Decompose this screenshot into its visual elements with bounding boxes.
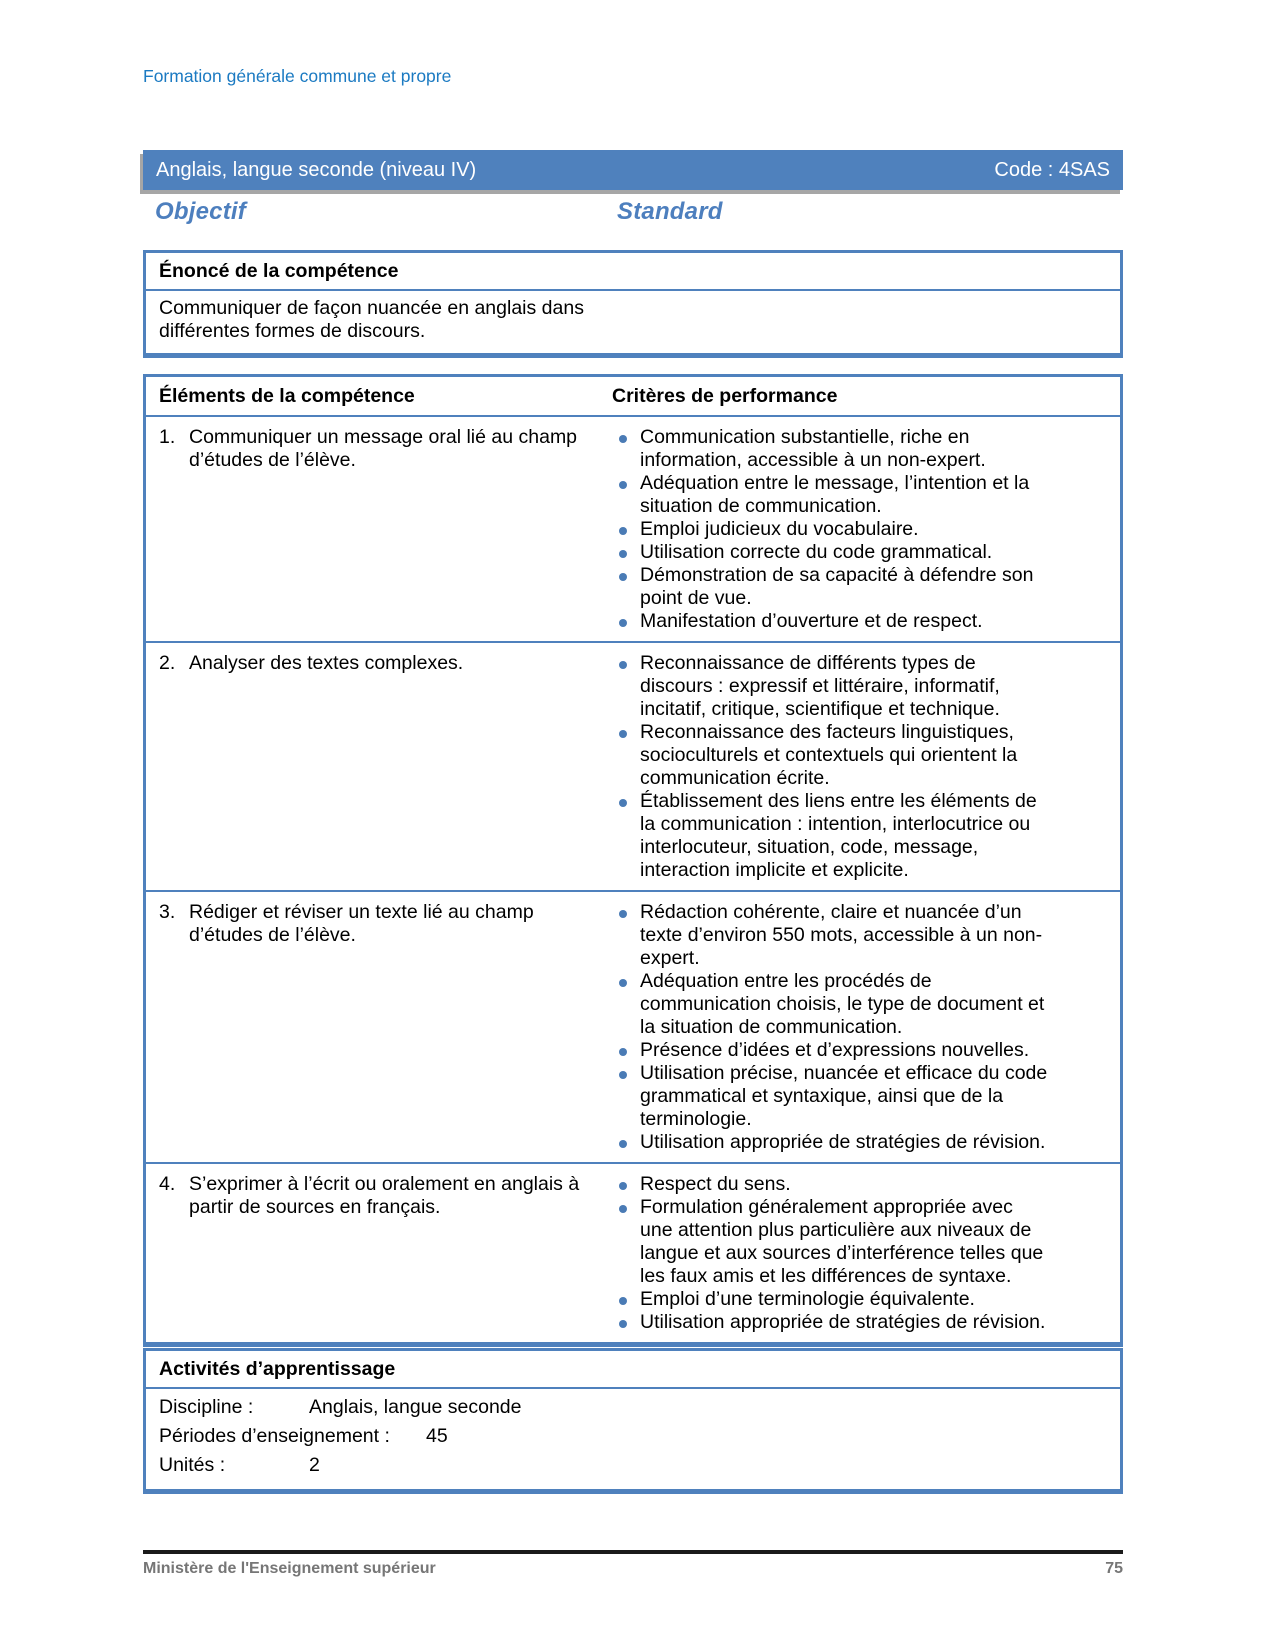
bullet-icon [612, 472, 640, 495]
criteria-item: Emploi d’une terminologie équivalente. [612, 1288, 1110, 1311]
page-footer [143, 1550, 1123, 1578]
bullet-icon [612, 564, 640, 587]
criteria-item: Présence d’idées et d’expressions nouvelles. [612, 1039, 1110, 1062]
criteria-item: Utilisation appropriée de stratégies de révision. [612, 1131, 1110, 1154]
criteria-cell [612, 892, 1120, 1162]
section-headings [143, 198, 1123, 232]
bullet-icon [612, 1131, 640, 1154]
element-text: Communiquer un message oral lié au champ d’études de l’élève. [189, 426, 578, 471]
enonce-box [143, 250, 1123, 358]
discipline-label: Discipline : [159, 1396, 254, 1418]
table-row [146, 892, 1120, 1164]
criteria-item: Démonstration de sa capacité à défendre son point de vue. [612, 564, 1110, 610]
criteria-item: Utilisation correcte du code grammatical. [612, 541, 1110, 564]
unites-value: 2 [309, 1454, 320, 1476]
footer-ministry: Ministère de l'Enseignement supérieur [143, 1560, 436, 1577]
bullet-icon [612, 652, 640, 675]
criteria-item: Adéquation entre les procédés de communication choisis, le type de document et la situation de communication. [612, 970, 1110, 1039]
bullet-icon [612, 518, 640, 541]
enonce-body [146, 291, 1120, 353]
element-cell [146, 1164, 612, 1342]
footer-page-number: 75 [1105, 1560, 1123, 1577]
bullet-icon [612, 1173, 640, 1196]
enonce-header: Énoncé de la compétence [146, 253, 1120, 291]
activites-header: Activités d’apprentissage [146, 1351, 1120, 1389]
bullet-icon [612, 1288, 640, 1311]
criteria-item: Reconnaissance de différents types de discours : expressif et littéraire, informatif, incitatif, critique, scientifique et technique. [612, 652, 1110, 721]
element-text: Rédiger et réviser un texte lié au champ d’études de l’élève. [189, 901, 534, 946]
bullet-icon [612, 1062, 640, 1085]
table-row [146, 417, 1120, 643]
criteria-item: Manifestation d’ouverture et de respect. [612, 610, 1110, 633]
enonce-text: Communiquer de façon nuancée en anglais dans différentes formes de discours. [159, 297, 584, 342]
bullet-icon [612, 610, 640, 633]
column-header-elements: Éléments de la compétence [159, 385, 415, 407]
bullet-icon [612, 1311, 640, 1334]
heading-standard: Standard [617, 198, 723, 225]
bullet-icon [612, 1196, 640, 1219]
unites-label: Unités : [159, 1454, 226, 1476]
table-row [146, 643, 1120, 892]
criteria-cell [612, 417, 1120, 641]
activites-line-unites [159, 1451, 1107, 1480]
heading-objectif: Objectif [155, 198, 246, 225]
criteria-item: Reconnaissance des facteurs linguistiques, socioculturels et contextuels qui orientent la communication écrite. [612, 721, 1110, 790]
element-number: 3. [159, 901, 176, 923]
banner-course-code: Code : 4SAS [994, 158, 1110, 181]
element-text: S’exprimer à l’écrit ou oralement en anglais à partir de sources en français. [189, 1173, 580, 1218]
periodes-label: Périodes d’enseignement : [159, 1425, 390, 1447]
banner-course-title: Anglais, langue seconde (niveau IV) [156, 158, 477, 181]
footer-rule [143, 1550, 1123, 1554]
activites-line-periodes [159, 1422, 1107, 1451]
criteria-item: Respect du sens. [612, 1173, 1110, 1196]
criteria-list [612, 652, 1110, 882]
criteria-item: Formulation généralement appropriée avec une attention plus particulière aux niveaux de langue et aux sources d’interférence telles que les faux amis et les différences de syntaxe. [612, 1196, 1110, 1288]
bullet-icon [612, 790, 640, 813]
activites-line-discipline [159, 1393, 1107, 1422]
criteria-list [612, 1173, 1110, 1334]
criteria-item: Communication substantielle, riche en information, accessible à un non-expert. [612, 426, 1110, 472]
criteria-list [612, 901, 1110, 1154]
criteria-list [612, 426, 1110, 633]
element-text: Analyser des textes complexes. [189, 652, 464, 674]
table-row [146, 1164, 1120, 1342]
bullet-icon [612, 426, 640, 449]
criteria-item: Utilisation précise, nuancée et efficace du code grammatical et syntaxique, ainsi que de la terminologie. [612, 1062, 1110, 1131]
bullet-icon [612, 970, 640, 993]
activites-body [146, 1389, 1120, 1489]
course-banner [143, 150, 1123, 190]
criteria-item: Adéquation entre le message, l’intention et la situation de communication. [612, 472, 1110, 518]
activites-box [143, 1348, 1123, 1494]
discipline-value: Anglais, langue seconde [309, 1396, 522, 1418]
element-cell [146, 643, 612, 890]
criteria-cell [612, 643, 1120, 890]
bullet-icon [612, 901, 640, 924]
element-cell [146, 892, 612, 1162]
criteria-cell [612, 1164, 1120, 1342]
element-number: 1. [159, 426, 176, 448]
periodes-value: 45 [426, 1425, 448, 1447]
bullet-icon [612, 721, 640, 744]
criteria-item: Emploi judicieux du vocabulaire. [612, 518, 1110, 541]
criteria-item: Établissement des liens entre les éléments de la communication : intention, interlocutrice ou interlocuteur, situation, code, message, interaction implicite et explicite. [612, 790, 1110, 882]
criteria-item: Utilisation appropriée de stratégies de révision. [612, 1311, 1110, 1334]
element-number: 2. [159, 652, 176, 674]
competence-table [143, 374, 1123, 1347]
criteria-item: Rédaction cohérente, claire et nuancée d’un texte d’environ 550 mots, accessible à un non-expert. [612, 901, 1110, 970]
bullet-icon [612, 541, 640, 564]
bullet-icon [612, 1039, 640, 1062]
element-cell [146, 417, 612, 641]
column-header-criteres: Critères de performance [612, 385, 838, 407]
running-head: Formation générale commune et propre [143, 66, 452, 86]
competence-table-header [146, 377, 1120, 417]
element-number: 4. [159, 1173, 176, 1195]
